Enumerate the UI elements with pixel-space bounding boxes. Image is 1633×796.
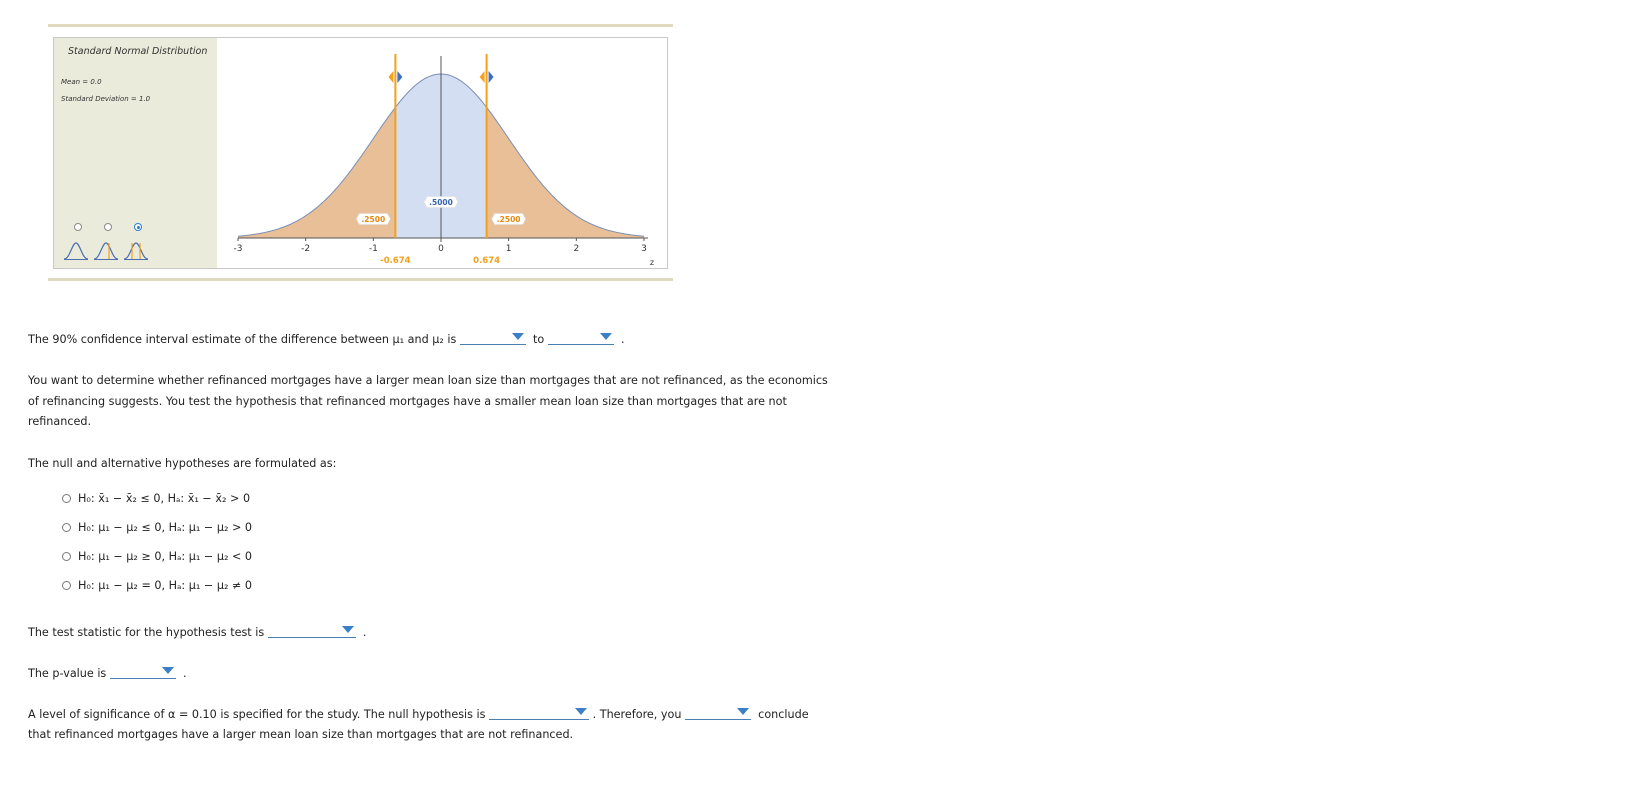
hypothesis-option-4[interactable]: H₀: μ₁ − μ₂ = 0, Hₐ: μ₁ − μ₂ ≠ 0 bbox=[62, 579, 252, 592]
pvalue-prefix: The p-value is bbox=[28, 667, 107, 680]
ci-end: . bbox=[620, 333, 625, 346]
mode-radio-two-tail[interactable] bbox=[134, 223, 142, 231]
mode-radio-right-tail[interactable] bbox=[104, 223, 112, 231]
ci-lower-dropdown[interactable] bbox=[460, 330, 526, 345]
pvalue-end: . bbox=[182, 667, 187, 680]
chevron-down-icon bbox=[162, 667, 174, 674]
ci-prefix: The 90% confidence interval estimate of the difference between μ₁ and μ₂ is bbox=[28, 333, 457, 346]
center-probability: .5000 bbox=[429, 198, 453, 207]
test-statistic-question bbox=[28, 623, 366, 644]
normal-distribution-plot bbox=[217, 38, 667, 270]
chevron-down-icon bbox=[737, 708, 749, 715]
test-statistic-end: . bbox=[362, 626, 367, 639]
left-tail-curve-icon[interactable] bbox=[63, 239, 89, 261]
test-statistic-prefix: The test statistic for the hypothesis test is bbox=[28, 626, 265, 639]
cutoff-handle-right-arrow bbox=[489, 71, 494, 83]
ci-upper-dropdown[interactable] bbox=[548, 330, 614, 345]
null-hypothesis-decision-dropdown[interactable] bbox=[489, 705, 589, 720]
pvalue-dropdown[interactable] bbox=[110, 664, 176, 679]
chevron-down-icon bbox=[512, 333, 524, 340]
chevron-down-icon bbox=[575, 708, 587, 715]
ci-question bbox=[28, 330, 625, 351]
x-axis-label: z bbox=[649, 258, 655, 267]
hypothesis-option-1[interactable]: H₀: x̄₁ − x̄₂ ≤ 0, Hₐ: x̄₁ − x̄₂ > 0 bbox=[62, 492, 250, 505]
distribution-widget bbox=[53, 37, 668, 269]
chevron-down-icon bbox=[600, 333, 612, 340]
hypothesis-option-2[interactable]: H₀: μ₁ − μ₂ ≤ 0, Hₐ: μ₁ − μ₂ > 0 bbox=[62, 521, 252, 534]
x-tick-label: -1 bbox=[368, 244, 378, 254]
radio-button[interactable] bbox=[62, 552, 71, 561]
sd-label: Standard Deviation = 1.0 bbox=[61, 95, 151, 103]
x-tick-label: -3 bbox=[233, 244, 243, 254]
radio-button[interactable] bbox=[62, 494, 71, 503]
cutoff-handle-left-arrow bbox=[388, 71, 393, 83]
radio-button[interactable] bbox=[62, 523, 71, 532]
distribution-side-panel bbox=[54, 38, 217, 268]
significance-prefix: A level of significance of α = 0.10 is specified for the study. The null hypothesis is bbox=[28, 708, 486, 721]
widget-top-rule bbox=[48, 24, 673, 27]
significance-question bbox=[28, 705, 809, 726]
cutoff-handle-right-arrow bbox=[397, 71, 402, 83]
mode-radio-left-tail[interactable] bbox=[74, 223, 82, 231]
mean-label: Mean = 0.0 bbox=[61, 78, 102, 86]
pvalue-question bbox=[28, 664, 187, 685]
x-tick-label: 2 bbox=[573, 244, 580, 254]
two-tail-curve-icon[interactable] bbox=[123, 239, 149, 261]
test-statistic-dropdown[interactable] bbox=[268, 623, 356, 638]
right-tail-curve-icon[interactable] bbox=[93, 239, 119, 261]
widget-bottom-rule bbox=[48, 278, 673, 281]
context-line-3: refinanced. bbox=[28, 415, 92, 428]
context-line-1: You want to determine whether refinanced mortgages have a larger mean loan size than mortgages that are not refinanced, as the economics bbox=[28, 374, 828, 387]
context-line-2: of refinancing suggests. You test the hypothesis that refinanced mortgages have a smaller mean loan size than mortgages that are not bbox=[28, 395, 787, 408]
cutoff-label-1: -0.674 bbox=[380, 256, 411, 266]
conclusion-dropdown[interactable] bbox=[685, 705, 751, 720]
significance-mid: . Therefore, you bbox=[592, 708, 682, 721]
cutoff-label-2: 0.674 bbox=[473, 256, 501, 266]
right-tail-probability: .2500 bbox=[496, 215, 521, 224]
chevron-down-icon bbox=[342, 626, 354, 633]
hypotheses-intro: The null and alternative hypotheses are formulated as: bbox=[28, 457, 337, 470]
x-tick-label: 1 bbox=[505, 244, 512, 254]
significance-end: conclude bbox=[758, 708, 809, 721]
x-tick-label: 0 bbox=[438, 244, 444, 254]
x-tick-label: 3 bbox=[641, 244, 647, 254]
distribution-title: Standard Normal Distribution bbox=[68, 46, 208, 57]
left-tail-probability: .2500 bbox=[361, 215, 386, 224]
cutoff-handle-left-arrow bbox=[480, 71, 485, 83]
x-tick-label: -2 bbox=[301, 244, 311, 254]
hypothesis-option-3[interactable]: H₀: μ₁ − μ₂ ≥ 0, Hₐ: μ₁ − μ₂ < 0 bbox=[62, 550, 252, 563]
significance-line-2: that refinanced mortgages have a larger mean loan size than mortgages that are not refinanced. bbox=[28, 728, 574, 741]
radio-button[interactable] bbox=[62, 581, 71, 590]
ci-mid: to bbox=[533, 333, 545, 346]
